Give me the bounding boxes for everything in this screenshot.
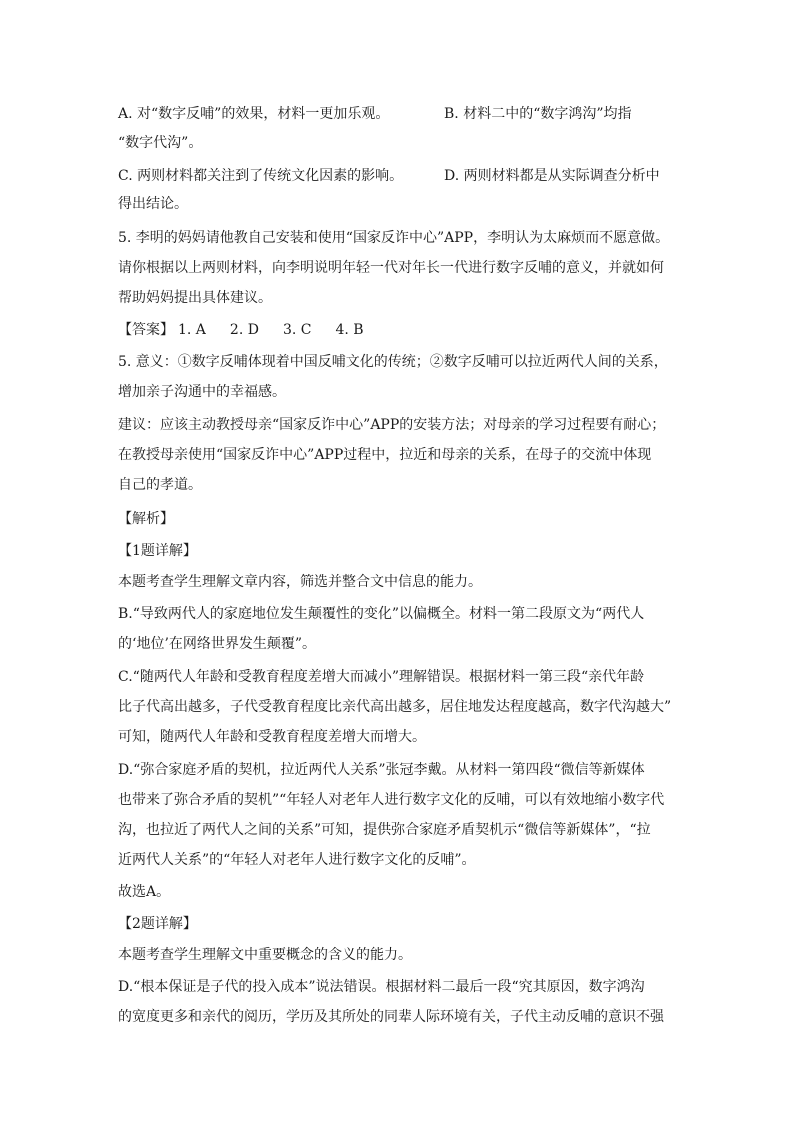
- q1-line: 比子代高出越多，子代受教育程度比亲代高出越多，居住地发达程度越高，数字代沟越大”: [118, 699, 672, 715]
- q1-line: C.“随两代人年龄和受教育程度差增大而减小”理解错误。根据材料一第三段“亲代年龄: [118, 669, 645, 685]
- option-a: A. 对“数字反哺”的效果，材料一更加乐观。: [118, 106, 390, 122]
- advice-line-2: 在教授母亲使用“国家反诈中心”APP过程中，拉近和母亲的关系，在母子的交流中体现: [118, 447, 652, 463]
- option-c: C. 两则材料都关注到了传统文化因素的影响。: [118, 168, 404, 184]
- option-b-line-1: B. 材料二中的“数字鸿沟”均指: [444, 106, 632, 122]
- advice-line-1: 建议：应该主动教授母亲“国家反诈中心”APP的安装方法；对母亲的学习过程要有耐心；: [118, 417, 666, 433]
- question-5-line-1: 5. 李明的妈妈请他教自己安装和使用“国家反诈中心”APP，李明认为太麻烦而不愿意做。: [118, 230, 670, 246]
- answer-5-line-1: 5. 意义：①数字反哺体现着中国反哺文化的传统；②数字反哺可以拉近两代人间的关系，: [118, 354, 668, 370]
- q1-line: 也带来了弥合矛盾的契机”“年轻人对老年人进行数字文化的反哺，可以有效地缩小数字代: [118, 792, 665, 808]
- q1-line: B.“导致两代人的家庭地位发生颠覆性的变化”以偏概全。材料一第二段原文为“两代人: [118, 606, 645, 622]
- answer-item: 2. D: [229, 322, 259, 338]
- answer-item: 1. A: [178, 322, 206, 338]
- answer-item: 4. B: [335, 322, 364, 338]
- answer-row: [118, 320, 388, 340]
- q2-line: 本题考查学生理解文中重要概念的含义的能力。: [118, 947, 412, 963]
- q1-line: 本题考查学生理解文章内容，筛选并整合文中信息的能力。: [118, 574, 482, 590]
- question-5-line-3: 帮助妈妈提出具体建议。: [118, 290, 272, 306]
- question-5-line-2: 请你根据以上两则材料，向李明说明年轻一代对年长一代进行数字反哺的意义，并就如何: [118, 260, 664, 276]
- answer-5-line-2: 增加亲子沟通中的幸福感。: [118, 384, 286, 400]
- advice-line-3: 自己的孝道。: [118, 477, 202, 493]
- q1-line: 沟，也拉近了两代人之间的关系”可知，提供弥合家庭矛盾契机示“微信等新媒体”，“拉: [118, 822, 651, 838]
- q1-line: 的‘地位’在网络世界发生颠覆”。: [118, 636, 317, 652]
- q2-line: 的宽度更多和亲代的阅历，学历及其所处的同辈人际环境有关，子代主动反哺的意识不强: [118, 1009, 664, 1025]
- q1-line: D.“弥合家庭矛盾的契机，拉近两代人关系”张冠李戴。从材料一第四段“微信等新媒体: [118, 762, 645, 778]
- answer-item: 3. C: [282, 322, 312, 338]
- option-d-line-2: 得出结论。: [118, 196, 188, 212]
- q1-line: 可知，随两代人年龄和受教育程度差增大而增大。: [118, 729, 426, 745]
- option-b-line-2: “数字代沟”。: [118, 135, 203, 151]
- q1-line: 近两代人关系”的“年轻人对老年人进行数字文化的反哺”。: [118, 852, 476, 868]
- q2-heading: 【2题详解】: [118, 916, 197, 932]
- option-d-line-1: D. 两则材料都是从实际调查分析中: [444, 168, 660, 184]
- q1-heading: 【1题详解】: [118, 543, 197, 559]
- answer-label: 【答案】: [118, 322, 174, 338]
- q2-line: D.“根本保证是子代的投入成本”说法错误。根据材料二最后一段“究其原因，数字鸿沟: [118, 979, 645, 995]
- analysis-label: 【解析】: [118, 511, 174, 527]
- q1-line: 故选A。: [118, 884, 171, 900]
